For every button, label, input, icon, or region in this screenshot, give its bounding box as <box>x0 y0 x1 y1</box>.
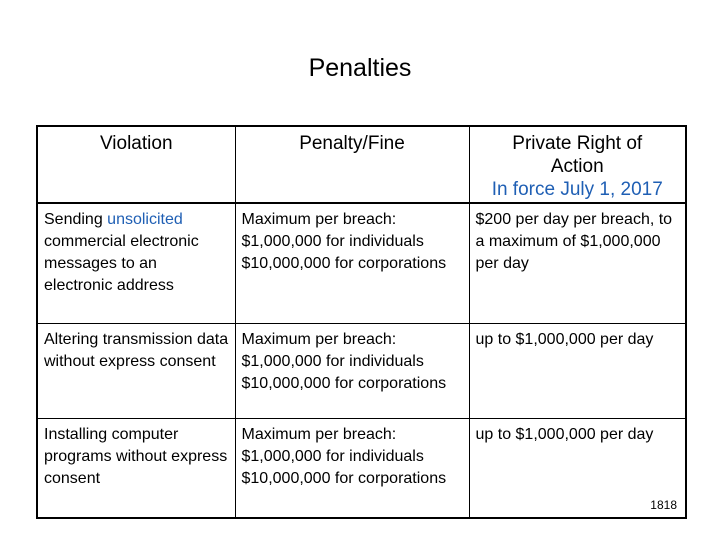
header-violation-label: Violation <box>99 133 173 154</box>
table-row <box>37 323 686 418</box>
violation-cell: Altering transmission data without express consent <box>37 323 235 418</box>
unsolicited-highlight: unsolicited <box>107 211 183 228</box>
slide-number: 1818 <box>650 498 677 512</box>
violation-cell: Installing computer programs without express consent <box>37 418 235 518</box>
violation-text-before: Sending <box>44 211 108 228</box>
table-row <box>37 203 686 323</box>
header-penalty <box>235 126 469 203</box>
header-private-right <box>469 126 686 203</box>
header-violation <box>37 126 235 203</box>
violation-cell <box>37 203 235 323</box>
header-private-right-line-1: Private Right of <box>512 133 643 154</box>
violation-text-after: commercial electronic messages to an electronic address <box>44 233 199 294</box>
header-penalty-label: Penalty/Fine <box>299 133 405 154</box>
penalty-cell: Maximum per breach: $1,000,000 for individuals $10,000,000 for corporations <box>235 418 469 518</box>
penalties-table <box>36 125 687 519</box>
header-private-right-line-2: Action <box>550 156 604 177</box>
page-title: Penalties <box>308 54 412 82</box>
penalty-cell: Maximum per breach: $1,000,000 for individuals $10,000,000 for corporations <box>235 323 469 418</box>
private-right-cell: $200 per day per breach, to a maximum of $1,000,000 per day <box>469 203 686 323</box>
penalty-cell: Maximum per breach: $1,000,000 for individuals $10,000,000 for corporations <box>235 203 469 323</box>
private-right-text: up to $1,000,000 per day <box>475 425 654 443</box>
header-row <box>37 126 686 203</box>
private-right-cell <box>469 418 686 518</box>
header-in-force-note: In force July 1, 2017 <box>491 179 663 200</box>
table-row <box>37 418 686 518</box>
private-right-cell: up to $1,000,000 per day <box>469 323 686 418</box>
